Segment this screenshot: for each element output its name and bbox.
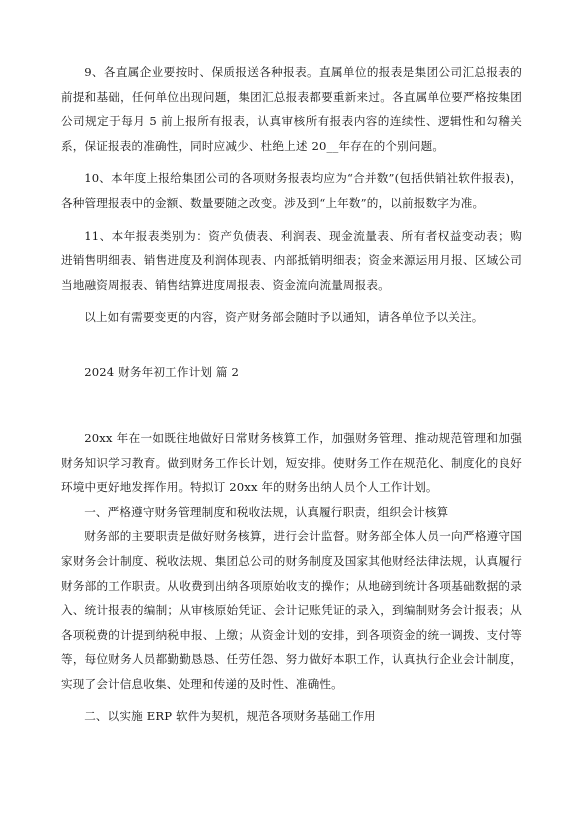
subheading-2: 二、以实施 ERP 软件为契机，规范各项财务基础工作用 [84,709,376,724]
spacer [61,297,522,305]
spacer [61,330,522,360]
paragraph-item-11: 11、本年报表类别为：资产负债表、利润表、现金流量表、所有者权益变动表；购进销售明细表、销售进度及利润体现表、内部抵销明细表；资金来源运用月报、区域公司当地融资周报表、销售结算进度周报表、资金流向流量周报表。 [61,228,522,292]
paragraph-intro: 20xx 年在一如既往地做好日常财务核算工作，加强财务管理、推动规范管理和加强财务知识学习教育。做到财务工作长计划，短安排。使财务工作在规范化、制度化的良好环境中更好地发挥作用。特拟订 20xx 年的财务出纳人员个人工作计划。 [61,430,522,495]
spacer [61,696,522,704]
section-title: 2024 财务年初工作计划 篇 2 [84,364,240,379]
paragraph-closing: 以上如有需要变更的内容，资产财务部会随时予以通知，请各单位予以关注。 [84,310,484,325]
subheading-1: 一、严格遵守财务管理制度和税收法规，认真履行职责，组织会计核算 [84,504,449,519]
spacer [61,384,522,426]
spacer [61,158,522,166]
paragraph-item-9: 9、各直属企业要按时、保质报送各种报表。直属单位的报表是集团公司汇总报表的前提和基础，任何单位出现问题，集团汇总报表都要重新来过。各直属单位要严格按集团公司规定于每月 5 前上报所有报表，认真审核所有报表内容的连续性、逻辑性和勾稽关系，保证报表的准确性，同时应减少、杜绝上述 20__年存在的个别问题。 [61,65,522,153]
paragraph-item-10: 10、本年度上报给集团公司的各项财务报表均应为“合并数”(包括供销社软件报表)，各种管理报表中的金额、数量要随之改变。涉及到“上年数”的，以前报数字为准。 [61,171,522,210]
paragraph-body-1: 财务部的主要职责是做好财务核算，进行会计监督。财务部全体人员一向严格遵守国家财务会计制度、税收法规、集团总公司的财务制度及国家其他财经法律法规，认真履行财务部的工作职责。从收费到出纳各项原始收支的操作；从地磅到统计各项基础数据的录入、统计报表的编制；从审核原始凭证、会计记账凭证的录入，到编制财务会计报表；从各项税费的计提到纳税申报、上缴；从资金计划的安排，到各项资金的统一调拨、支付等等，每位财务人员都勤勤恳恳、任劳任怨、努力做好本职工作，认真执行企业会计制度，实现了会计信息收集、处理和传递的及时性、准确性。 [61,529,522,691]
spacer [61,216,522,224]
